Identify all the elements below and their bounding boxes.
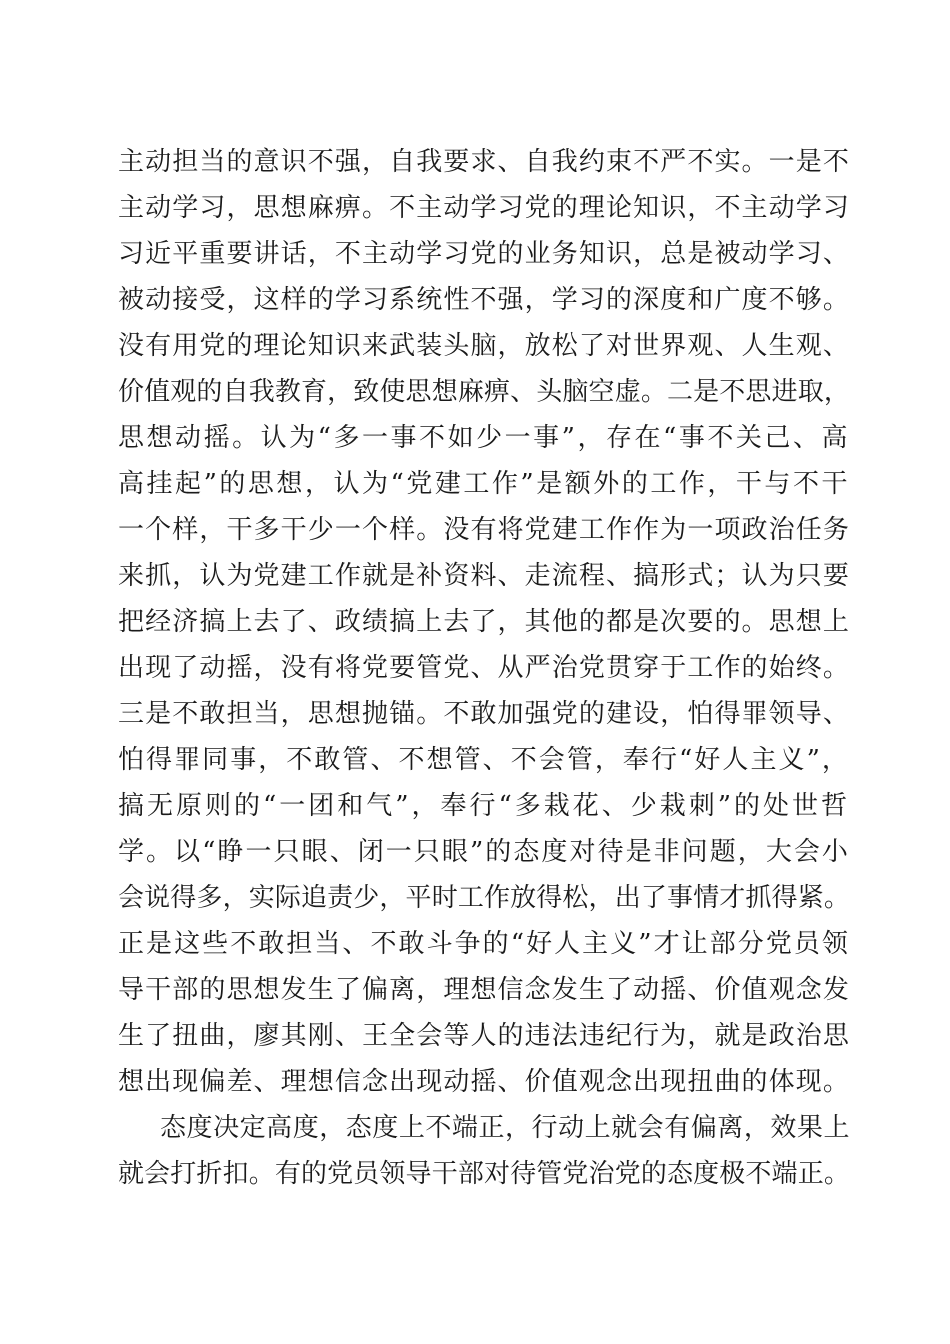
text-line: 价值观的自我教育，致使思想麻痹、头脑空虚。二是不思进取， <box>118 377 850 407</box>
text-line: 思想动摇。认为“多一事不如少一事”，存在“事不关己、高 <box>118 423 850 453</box>
text-line: 一个样，干多干少一个样。没有将党建工作作为一项政治任务 <box>118 515 850 545</box>
text-line: 就会打折扣。有的党员领导干部对待管党治党的态度极不端正。 <box>118 1159 850 1189</box>
text-line: 搞无原则的“一团和气”，奉行“多栽花、少栽刺”的处世哲 <box>118 791 851 821</box>
paragraph-start-line: 态度决定高度，态度上不端正，行动上就会有偏离，效果上 <box>160 1113 850 1143</box>
text-line: 习近平重要讲话，不主动学习党的业务知识，总是被动学习、 <box>118 239 850 269</box>
body-text <box>118 139 850 1197</box>
text-line: 没有用党的理论知识来武装头脑，放松了对世界观、人生观、 <box>118 331 850 361</box>
text-line: 正是这些不敢担当、不敢斗争的“好人主义”才让部分党员领 <box>118 929 850 959</box>
text-line: 主动学习，思想麻痹。不主动学习党的理论知识，不主动学习 <box>118 193 850 223</box>
text-line: 学。以“睁一只眼、闭一只眼”的态度对待是非问题，大会小 <box>118 837 850 867</box>
text-line: 生了扭曲，廖其刚、王全会等人的违法违纪行为，就是政治思 <box>118 1021 850 1051</box>
text-line: 怕得罪同事，不敢管、不想管、不会管，奉行“好人主义”， <box>118 745 850 775</box>
text-line: 导干部的思想发生了偏离，理想信念发生了动摇、价值观念发 <box>118 975 850 1005</box>
text-line: 会说得多，实际追责少，平时工作放得松，出了事情才抓得紧。 <box>118 883 850 913</box>
text-line: 三是不敢担当，思想抛锚。不敢加强党的建设，怕得罪领导、 <box>118 699 850 729</box>
text-line: 主动担当的意识不强，自我要求、自我约束不严不实。一是不 <box>118 147 850 177</box>
text-line: 想出现偏差、理想信念出现动摇、价值观念出现扭曲的体现。 <box>118 1067 850 1097</box>
text-line: 出现了动摇，没有将党要管党、从严治党贯穿于工作的始终。 <box>118 653 850 683</box>
text-line: 来抓，认为党建工作就是补资料、走流程、搞形式；认为只要 <box>118 561 850 591</box>
text-line: 高挂起”的思想，认为“党建工作”是额外的工作，干与不干 <box>118 469 850 499</box>
text-line: 被动接受，这样的学习系统性不强，学习的深度和广度不够。 <box>118 285 850 315</box>
text-line: 把经济搞上去了、政绩搞上去了，其他的都是次要的。思想上 <box>118 607 850 637</box>
